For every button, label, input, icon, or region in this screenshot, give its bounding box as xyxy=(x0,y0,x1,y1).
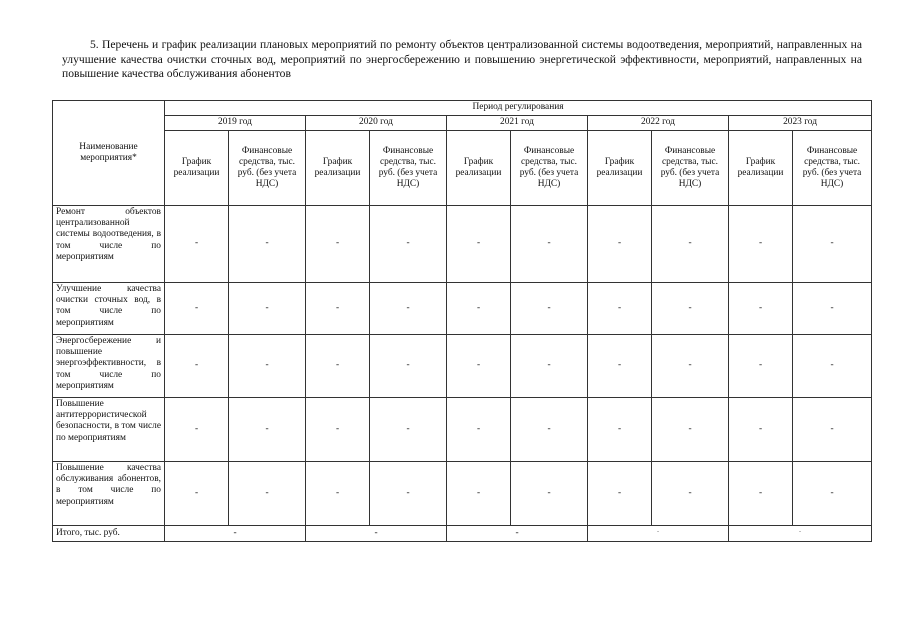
table-cell: - xyxy=(793,283,872,335)
activities-table xyxy=(52,100,872,542)
schedule-subheader: График реализации xyxy=(165,131,229,206)
activity-name: Повышение антитеррористической безопасности, в том числе по мероприятиям xyxy=(53,398,165,462)
table-row xyxy=(53,335,872,398)
table-cell: - xyxy=(165,462,229,526)
year-header: 2021 год xyxy=(447,116,588,131)
table-cell: - xyxy=(511,335,588,398)
year-header: 2020 год xyxy=(306,116,447,131)
activity-name: Энергосбережение и повышение энергоэффективности, в том числе по мероприятиям xyxy=(53,335,165,398)
table-cell: - xyxy=(729,462,793,526)
finance-subheader: Финансовые средства, тыс. руб. (без учета НДС) xyxy=(370,131,447,206)
table-cell: - xyxy=(652,462,729,526)
year-header: 2023 год xyxy=(729,116,872,131)
finance-subheader: Финансовые средства, тыс. руб. (без учета НДС) xyxy=(229,131,306,206)
section-heading xyxy=(62,38,862,82)
table-cell: - xyxy=(306,283,370,335)
activity-name: Повышение качества обслуживания абонентов, в том числе по мероприятиям xyxy=(53,462,165,526)
table-cell: - xyxy=(229,335,306,398)
table-cell: - xyxy=(729,335,793,398)
table-cell: - xyxy=(588,206,652,283)
table-cell: - xyxy=(652,283,729,335)
table-cell: - xyxy=(729,206,793,283)
total-cell: - xyxy=(729,526,872,542)
table-cell: - xyxy=(652,335,729,398)
activity-name: Улучшение качества очистки сточных вод, в том числе по мероприятиям xyxy=(53,283,165,335)
activity-name: Ремонт объектов централизованной системы водоотведения, в том числе по мероприятиям xyxy=(53,206,165,283)
total-cell: - xyxy=(588,526,729,542)
table-cell: - xyxy=(370,462,447,526)
table-cell: - xyxy=(306,206,370,283)
table-cell: - xyxy=(793,206,872,283)
table-cell: - xyxy=(447,206,511,283)
table-cell: - xyxy=(511,462,588,526)
table-cell: - xyxy=(652,398,729,462)
schedule-subheader: График реализации xyxy=(588,131,652,206)
table-row xyxy=(53,206,872,283)
table-cell: - xyxy=(229,462,306,526)
year-header: 2019 год xyxy=(165,116,306,131)
table-cell: - xyxy=(306,462,370,526)
table-cell: - xyxy=(370,206,447,283)
table-cell: - xyxy=(588,398,652,462)
period-header: Период регулирования xyxy=(165,101,872,116)
schedule-subheader: График реализации xyxy=(447,131,511,206)
finance-subheader: Финансовые средства, тыс. руб. (без учета НДС) xyxy=(511,131,588,206)
table-cell: - xyxy=(229,283,306,335)
finance-subheader: Финансовые средства, тыс. руб. (без учета НДС) xyxy=(793,131,872,206)
table-cell: - xyxy=(793,462,872,526)
table-cell: - xyxy=(511,283,588,335)
schedule-subheader: График реализации xyxy=(306,131,370,206)
table-cell: - xyxy=(370,398,447,462)
total-label: Итого, тыс. руб. xyxy=(53,526,165,542)
table-cell: - xyxy=(447,398,511,462)
table-cell: - xyxy=(229,398,306,462)
schedule-subheader: График реализации xyxy=(729,131,793,206)
table-row xyxy=(53,398,872,462)
finance-subheader: Финансовые средства, тыс. руб. (без учета НДС) xyxy=(652,131,729,206)
total-cell: - xyxy=(306,526,447,542)
table-cell: - xyxy=(447,335,511,398)
table-cell: - xyxy=(447,283,511,335)
table-row xyxy=(53,462,872,526)
table-cell: - xyxy=(229,206,306,283)
table-cell: - xyxy=(165,398,229,462)
table-cell: - xyxy=(729,398,793,462)
total-cell: - xyxy=(165,526,306,542)
year-header: 2022 год xyxy=(588,116,729,131)
table-cell: - xyxy=(652,206,729,283)
table-cell: - xyxy=(165,283,229,335)
table-cell: - xyxy=(588,283,652,335)
table-cell: - xyxy=(165,335,229,398)
table-cell: - xyxy=(588,462,652,526)
table-row xyxy=(53,283,872,335)
table-cell: - xyxy=(165,206,229,283)
table-cell: - xyxy=(511,206,588,283)
table-cell: - xyxy=(511,398,588,462)
table-cell: - xyxy=(306,398,370,462)
table-cell: - xyxy=(793,398,872,462)
section-heading-text: 5. Перечень и график реализации плановых мероприятий по ремонту объектов централизованной системы водоотведения, мероприятий, направленных на улучшение качества очистки сточных вод, мероприятий по энергосбережению и повышению энергетической эффективности, мероприятий, направленных на повышение качества обслуживания абонентов xyxy=(62,38,862,80)
total-cell: - xyxy=(447,526,588,542)
table-cell: - xyxy=(370,283,447,335)
table-cell: - xyxy=(370,335,447,398)
table-cell: - xyxy=(793,335,872,398)
table-cell: - xyxy=(447,462,511,526)
table-cell: - xyxy=(588,335,652,398)
total-row xyxy=(53,526,872,542)
table-cell: - xyxy=(729,283,793,335)
table-cell: - xyxy=(306,335,370,398)
name-column-header: Наименование мероприятия* xyxy=(53,101,165,206)
